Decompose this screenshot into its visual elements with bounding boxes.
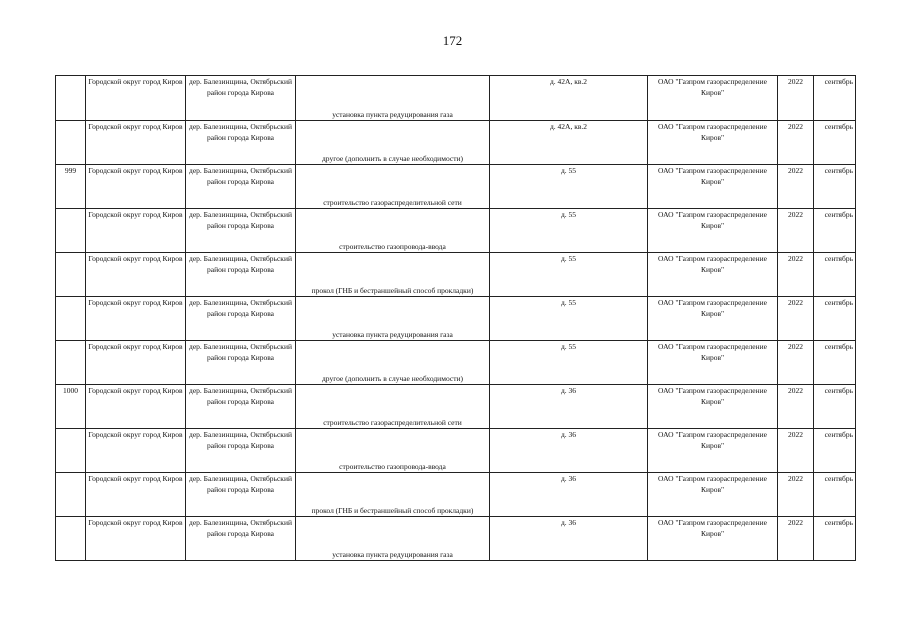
month-cell: сентябрь [814,341,856,385]
locality-cell: дер. Балезинщина, Октябрьский район города Кирова [186,517,296,561]
address-cell: д. 55 [490,209,648,253]
district-cell: Городской округ город Киров [86,385,186,429]
work-type-cell: установка пункта редуцирования газа [296,517,490,561]
row-number [56,429,86,473]
year-cell: 2022 [778,429,814,473]
page-number: 172 [442,33,463,48]
address-cell: д. 55 [490,165,648,209]
address-cell: д. 42А, кв.2 [490,76,648,121]
district-cell: Городской округ город Киров [86,297,186,341]
table-row [56,76,856,121]
organization-cell: ОАО "Газпром газораспределение Киров" [648,385,778,429]
district-cell: Городской округ город Киров [86,121,186,165]
work-type-cell: строительство газораспределительной сети [296,385,490,429]
row-number [56,121,86,165]
year-cell: 2022 [778,165,814,209]
work-type-cell: установка пункта редуцирования газа [296,76,490,121]
row-number [56,473,86,517]
gas-works-table [55,75,856,561]
address-cell: д. 55 [490,297,648,341]
row-number: 1000 [56,385,86,429]
organization-cell: ОАО "Газпром газораспределение Киров" [648,121,778,165]
address-cell: д. 55 [490,341,648,385]
table-row [56,297,856,341]
organization-cell: ОАО "Газпром газораспределение Киров" [648,341,778,385]
table-row [56,341,856,385]
district-cell: Городской округ город Киров [86,517,186,561]
year-cell: 2022 [778,209,814,253]
work-type-cell: строительство газопровода-ввода [296,429,490,473]
work-type-cell: установка пункта редуцирования газа [296,297,490,341]
district-cell: Городской округ город Киров [86,473,186,517]
table-row [56,209,856,253]
year-cell: 2022 [778,473,814,517]
month-cell: сентябрь [814,253,856,297]
organization-cell: ОАО "Газпром газораспределение Киров" [648,429,778,473]
work-type-cell: строительство газораспределительной сети [296,165,490,209]
address-cell: д. 36 [490,473,648,517]
address-cell: д. 42А, кв.2 [490,121,648,165]
table-row [56,429,856,473]
locality-cell: дер. Балезинщина, Октябрьский район города Кирова [186,76,296,121]
table-body [56,76,856,561]
locality-cell: дер. Балезинщина, Октябрьский район города Кирова [186,385,296,429]
table-row [56,385,856,429]
row-number [56,253,86,297]
month-cell: сентябрь [814,297,856,341]
month-cell: сентябрь [814,165,856,209]
year-cell: 2022 [778,517,814,561]
locality-cell: дер. Балезинщина, Октябрьский район города Кирова [186,429,296,473]
district-cell: Городской округ город Киров [86,76,186,121]
table-row [56,517,856,561]
month-cell: сентябрь [814,76,856,121]
month-cell: сентябрь [814,473,856,517]
year-cell: 2022 [778,385,814,429]
locality-cell: дер. Балезинщина, Октябрьский район города Кирова [186,209,296,253]
district-cell: Городской округ город Киров [86,253,186,297]
row-number [56,209,86,253]
row-number [56,76,86,121]
organization-cell: ОАО "Газпром газораспределение Киров" [648,473,778,517]
organization-cell: ОАО "Газпром газораспределение Киров" [648,297,778,341]
month-cell: сентябрь [814,385,856,429]
address-cell: д. 36 [490,517,648,561]
month-cell: сентябрь [814,121,856,165]
district-cell: Городской округ город Киров [86,341,186,385]
locality-cell: дер. Балезинщина, Октябрьский район города Кирова [186,121,296,165]
organization-cell: ОАО "Газпром газораспределение Киров" [648,209,778,253]
table-row [56,253,856,297]
row-number: 999 [56,165,86,209]
address-cell: д. 36 [490,429,648,473]
row-number [56,517,86,561]
work-type-cell: другое (дополнить в случае необходимости) [296,341,490,385]
month-cell: сентябрь [814,517,856,561]
organization-cell: ОАО "Газпром газораспределение Киров" [648,517,778,561]
locality-cell: дер. Балезинщина, Октябрьский район города Кирова [186,341,296,385]
table-row [56,121,856,165]
year-cell: 2022 [778,297,814,341]
district-cell: Городской округ город Киров [86,429,186,473]
year-cell: 2022 [778,253,814,297]
locality-cell: дер. Балезинщина, Октябрьский район города Кирова [186,165,296,209]
work-type-cell: прокол (ГНБ и бестраншейный способ прокладки) [296,253,490,297]
organization-cell: ОАО "Газпром газораспределение Киров" [648,76,778,121]
locality-cell: дер. Балезинщина, Октябрьский район города Кирова [186,253,296,297]
year-cell: 2022 [778,121,814,165]
organization-cell: ОАО "Газпром газораспределение Киров" [648,165,778,209]
month-cell: сентябрь [814,429,856,473]
work-type-cell: другое (дополнить в случае необходимости) [296,121,490,165]
district-cell: Городской округ город Киров [86,165,186,209]
row-number [56,341,86,385]
work-type-cell: прокол (ГНБ и бестраншейный способ прокладки) [296,473,490,517]
address-cell: д. 36 [490,385,648,429]
year-cell: 2022 [778,76,814,121]
organization-cell: ОАО "Газпром газораспределение Киров" [648,253,778,297]
row-number [56,297,86,341]
table-row [56,473,856,517]
table-row [56,165,856,209]
locality-cell: дер. Балезинщина, Октябрьский район города Кирова [186,473,296,517]
work-type-cell: строительство газопровода-ввода [296,209,490,253]
year-cell: 2022 [778,341,814,385]
locality-cell: дер. Балезинщина, Октябрьский район города Кирова [186,297,296,341]
district-cell: Городской округ город Киров [86,209,186,253]
month-cell: сентябрь [814,209,856,253]
address-cell: д. 55 [490,253,648,297]
